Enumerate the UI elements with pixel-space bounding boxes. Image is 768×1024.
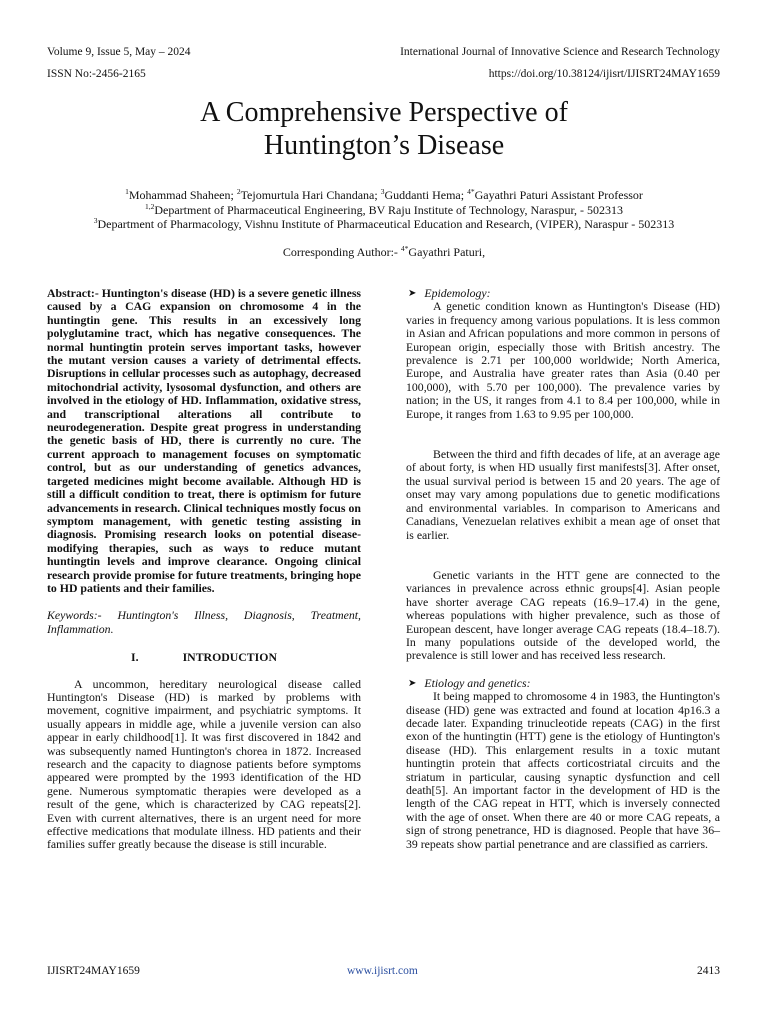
corresponding-author xyxy=(0,245,768,259)
header-doi[interactable]: https://doi.org/10.38124/ijisrt/IJISRT24MAY1659 xyxy=(488,68,720,80)
author-name: Gayathri Paturi Assistant Professor xyxy=(474,188,643,202)
right-column xyxy=(406,287,720,851)
subheading-etiology xyxy=(406,677,720,690)
etiology-paragraph: It being mapped to chromosome 4 in 1983, the Huntington's disease (HD) gene was extracted and found at location 4p16.3 a decade later. Expanding trinucleotide repeats (CAG) in the first exon of the huntingtin (HTT) gene is the etiology of Huntington's disease (HD). This enlargement results in a toxic mutant huntingtin protein that affects corticostriatal circuits and the striatum in particular, causing synaptic dysfunction and cell death[5]. An important factor in the development of HD is the length of the CAG repeat in HTT, which is inversely connected with the age of onset. When there are 40 or more CAG repeats, a sign of strong penetrance, HD is diagnosed. People that have 36–39 repeats show partial penetrance and are classified as carriers. xyxy=(406,689,720,851)
title-line-2: Huntington’s Disease xyxy=(263,130,505,161)
corresponding-sup: 4* xyxy=(400,244,409,253)
author-sup: 2 xyxy=(236,187,241,196)
corresponding-label: Corresponding Author:- xyxy=(282,245,401,259)
affiliation-text: Department of Pharmaceutical Engineering, BV Raju Institute of Technology, Naraspur, - 502313 xyxy=(154,202,624,217)
title-line-1: A Comprehensive Perspective of xyxy=(200,97,568,128)
section-title: INTRODUCTION xyxy=(182,650,277,665)
keywords xyxy=(47,609,361,636)
affiliation-sup: 1,2 xyxy=(144,201,155,211)
abstract: Abstract:- Huntington's disease (HD) is a severe genetic illness caused by a CAG expansion on chromosome 4 in the huntingtin gene. This results in an excessively long polyglutamine tract, which has negative consequences. The normal huntingtin protein serves important tasks, however the mutant version causes a variety of detrimental effects. Disruptions in cellular processes such as autophagy, decreased mitochondrial activity, lysosomal dysfunction, and others are involved in the etiology of HD. Inflammation, oxidative stress, and transcriptional alterations all contribute to neurodegeneration. Despite great progress in understanding the genetic basis of HD, there is currently no cure. The current approach to management focuses on symptomatic control, but as our understanding of genetics advances, targeted medicines might become available. Although HD is still a difficult condition to treat, there is optimism for future advancements in research. Clinical techniques mostly focus on symptom management, with genetic testing assisting in diagnosis. Promising research looks on potential disease-modifying therapies, such as ways to reduce mutant huntingtin levels and improve clearance. Ongoing clinical research provide promise for future treatments, bringing hope to HD patients and their families. xyxy=(47,286,361,595)
header-issn: ISSN No:-2456-2165 xyxy=(47,68,146,80)
author-list xyxy=(0,188,768,203)
subheading-epidemiology xyxy=(406,287,720,300)
author-name: Mohammad Shaheen; xyxy=(128,188,237,202)
affiliation-2 xyxy=(0,217,768,232)
page-number: 2413 xyxy=(697,965,720,977)
footer-id: IJISRT24MAY1659 xyxy=(47,965,140,977)
affiliation-1 xyxy=(0,203,768,218)
arrow-bullet-icon: ➤ xyxy=(408,677,417,689)
subheading-text: Epidemology: xyxy=(424,286,491,300)
corresponding-name: Gayathri Paturi, xyxy=(408,245,486,259)
footer-site-link[interactable]: www.ijisrt.com xyxy=(347,965,418,977)
header-volume: Volume 9, Issue 5, May – 2024 xyxy=(47,46,191,58)
arrow-bullet-icon: ➤ xyxy=(408,288,417,299)
header-journal: International Journal of Innovative Science and Research Technology xyxy=(400,46,720,58)
epidemiology-paragraph-1: A genetic condition known as Huntington's Disease (HD) varies in frequency among various populations. It is less common in Asian and African populations and more common in persons of European origin, especially those with British ancestry. The prevalence is 2.71 per 100,000 worldwide; North America, Europe, and Australia have greater rates than Asia (0.40 per 100,000), with 5.70 per 100,000). The prevalence varies by nation; in the US, it ranges from 4.1 to 8.4 per 100,000, while in Europe, it ranges from 1.63 to 9.95 per 100,000. xyxy=(406,299,720,421)
keywords-label: Keywords:- xyxy=(47,608,102,623)
affiliation-text: Department of Pharmacology, Vishnu Institute of Pharmaceutical Education and Research, (VIPER), Naraspur - 502313 xyxy=(97,217,675,231)
author-sup: 3 xyxy=(380,187,385,196)
author-sup: 1 xyxy=(125,187,129,196)
section-heading-introduction xyxy=(47,651,361,664)
author-sup: 4* xyxy=(467,187,475,196)
subheading-text: Etiology and genetics: xyxy=(424,675,531,690)
affiliation-sup: 3 xyxy=(93,216,98,225)
author-block xyxy=(0,188,768,232)
left-column xyxy=(47,287,361,852)
paper-title xyxy=(0,96,768,162)
epidemiology-paragraph-3: Genetic variants in the HTT gene are connected to the variances in prevalence across ethnic groups[4]. Asian people have shorter average CAG repeats (16.9–17.4) in the gene, whereas populations with higher prevalence, such as those of European descent, have longer average CAG repeats (18.4–18.7). In many populations outside of the developed world, the prevalence is still lower and has received less research. xyxy=(406,567,720,663)
author-name: Guddanti Hema; xyxy=(384,188,468,202)
section-number: I. xyxy=(131,650,139,665)
author-name: Tejomurtula Hari Chandana; xyxy=(240,188,381,202)
keywords-text: Huntington's Illness, Diagnosis, Treatment, Inflammation. xyxy=(47,608,361,636)
epidemiology-paragraph-2: Between the third and fifth decades of life, at an average age of about forty, is when HD usually first manifests[3]. After onset, the usual survival period is between 15 and 20 years. The age of onset may vary among populations due to genetic modifications and environmental variables. In comparison to Americans and Canadians, Venezuelan relatives exhibit a mean age of onset that is earlier. xyxy=(406,447,720,542)
introduction-paragraph: A uncommon, hereditary neurological disease called Huntington's Disease (HD) is marked by problems with movement, cognitive impairment, and psychiatric symptoms. It usually appears in middle age, while a juvenile version can also appear in early childhood[1]. It was first discovered in 1842 and was subsequently named Huntington's chorea in 1872. Increased research and the capacity to diagnose patients before symptoms appeared were prompted by the 1993 identification of the HD gene. Numerous symptomatic therapies were developed as a result of the gene, which is characterized by CAG repeats[2]. Even with current alternatives, there is an urgent need for more effective medications that modulate illness. HD patients and their families suffer greatly because the disease is still incurable. xyxy=(47,676,361,852)
